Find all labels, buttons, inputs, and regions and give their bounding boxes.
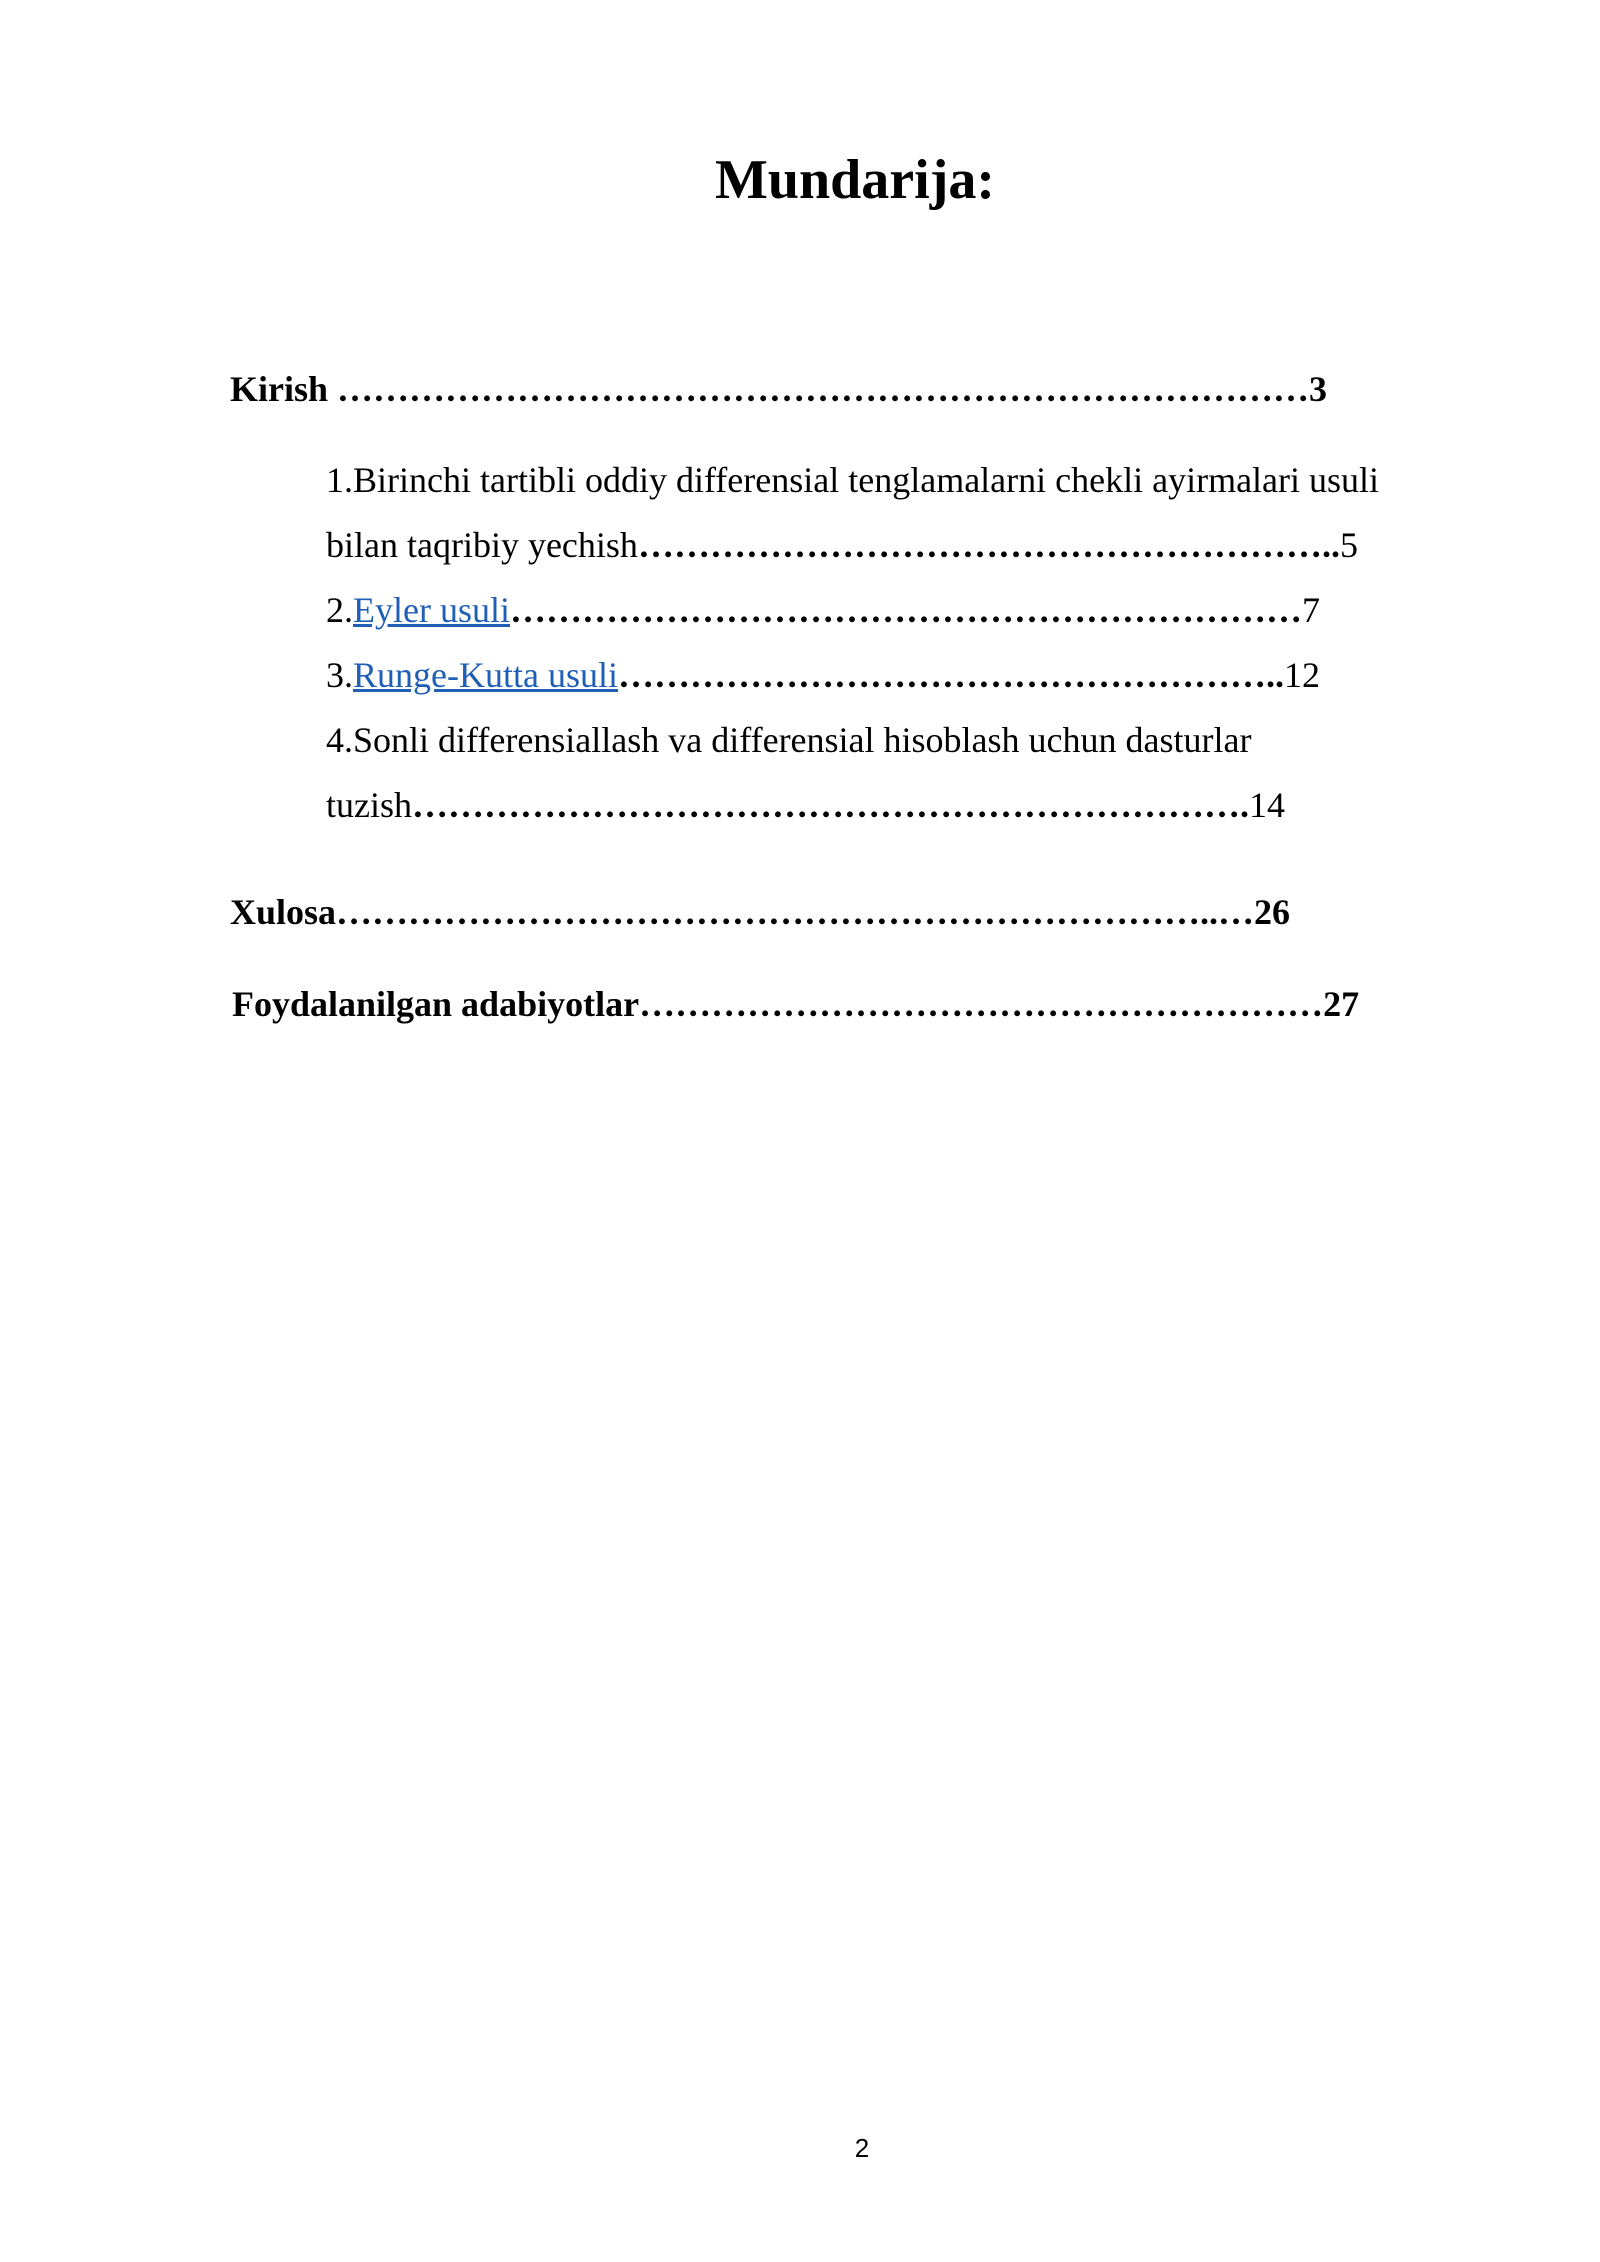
toc-page-number: 26 [1254, 892, 1291, 932]
toc-page-number: 12 [1283, 655, 1320, 695]
toc-label: Xulosa [230, 892, 337, 932]
toc-page-number: 27 [1323, 984, 1360, 1024]
toc-label-continued: bilan taqribiy yechish [326, 525, 638, 565]
toc-leader-dots: ……………………………………………….. [617, 655, 1284, 695]
toc-leader-dots: ………………………………………………….. [637, 525, 1340, 565]
toc-entry-1-line-2 [326, 522, 1358, 568]
toc-item-number: 3. [326, 655, 353, 695]
toc-leader-dots: ………………………………………………………………..… [336, 892, 1255, 932]
toc-page-number: 7 [1301, 590, 1320, 630]
toc-entry-1-line-1 [326, 457, 1379, 503]
toc-entry-2 [326, 587, 1320, 633]
toc-entry-adabiyotlar [232, 981, 1359, 1027]
toc-leader-dots: ……………………………………………………………………… [337, 369, 1310, 409]
toc-page-number: 5 [1339, 525, 1358, 565]
toc-label: Foydalanilgan adabiyotlar [232, 984, 640, 1024]
page-title: Mundarija: [715, 149, 995, 211]
toc-entry-4-line-1 [326, 717, 1251, 763]
toc-label-continued: tuzish [326, 785, 412, 825]
toc-leader-dots: ………………………………………………………… [509, 590, 1302, 630]
toc-label: Kirish [230, 369, 338, 409]
toc-label: Birinchi tartibli oddiy differensial tenglamalarni chekli ayirmalari usuli [353, 460, 1380, 500]
toc-page-number: 14 [1249, 785, 1285, 825]
toc-entry-3 [326, 652, 1320, 698]
toc-link-runge-kutta-usuli[interactable]: Runge-Kutta usuli [353, 655, 618, 695]
toc-page-number: 3 [1309, 369, 1328, 409]
toc-leader-dots: ……………………………………………………………. [412, 785, 1249, 825]
toc-leader-dots: ………………………………………………… [639, 984, 1324, 1024]
toc-item-number: 1. [326, 460, 353, 500]
toc-item-number: 2. [326, 590, 353, 630]
toc-entry-xulosa [230, 889, 1290, 935]
toc-entry-4-line-2 [326, 782, 1285, 828]
toc-label: Sonli differensiallash va differensial hisoblash uchun dasturlar [353, 720, 1252, 760]
toc-item-number: 4. [326, 720, 353, 760]
toc-link-eyler-usuli[interactable]: Eyler usuli [353, 590, 510, 630]
page-number: 2 [854, 2133, 870, 2163]
toc-entry-kirish [230, 366, 1327, 412]
